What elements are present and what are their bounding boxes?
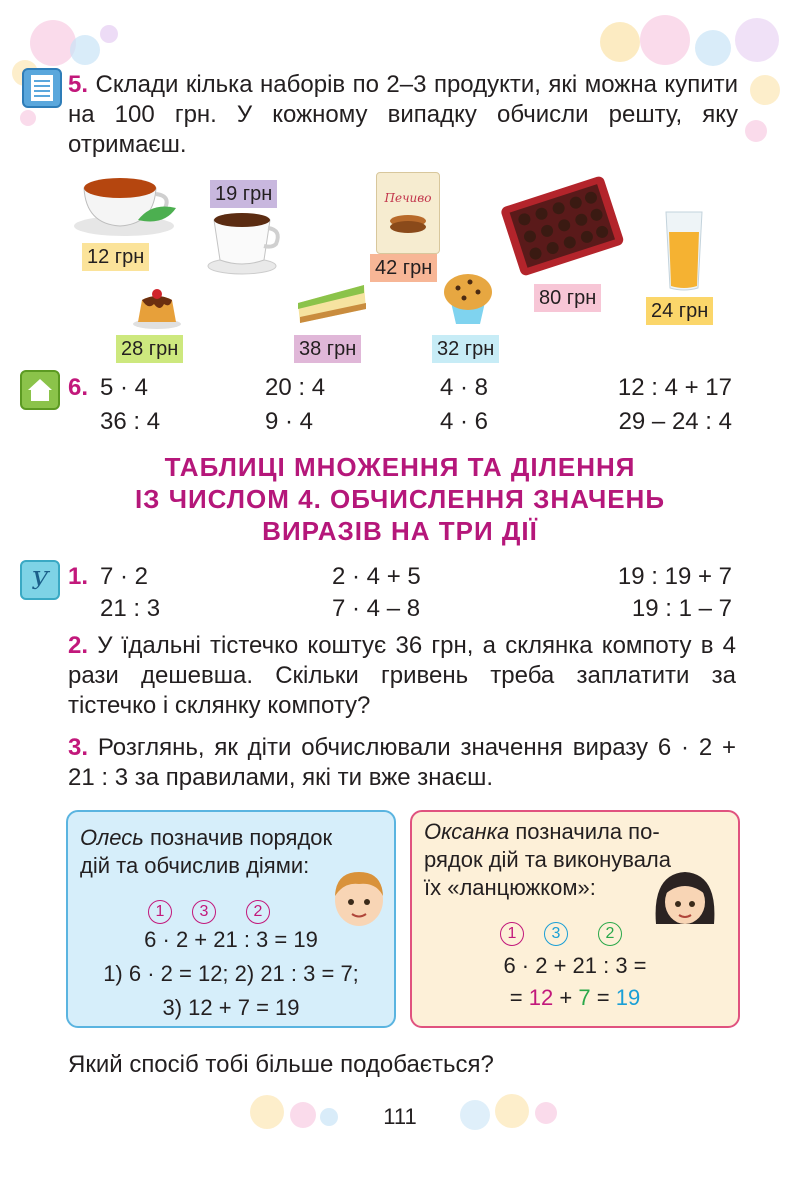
notebook-icon: [22, 68, 62, 108]
task6-expr: 29 – 24 : 4: [618, 408, 732, 435]
girl-avatar: [650, 864, 720, 935]
oksanka-chain: = 12 + 7 = 19: [509, 985, 641, 1010]
action-mark: 2: [246, 900, 270, 924]
cookie-pack-label: Печиво: [384, 191, 432, 205]
value-19: 19: [615, 985, 641, 1010]
oksanka-text-3: їх «ланцюжком»:: [424, 875, 596, 900]
task6-number: 6.: [68, 374, 89, 401]
oles-solution-box: [66, 810, 396, 1028]
cake-slice-image: [294, 275, 370, 332]
exercise1: [0, 563, 800, 627]
oksanka-name: Оксанка: [424, 819, 510, 844]
boy-avatar: [326, 864, 392, 935]
task6-expr: 12 : 4 + 17: [617, 374, 732, 401]
oksanka-text-1: позначила по-: [515, 819, 660, 844]
oksanka-solution-box: [410, 810, 740, 1028]
action-mark: 1: [500, 922, 524, 946]
ex1-expr: 7 · 2: [100, 563, 149, 590]
ex1-expr: 21 : 3: [100, 595, 161, 622]
ex1-expr: 7 · 4 – 8: [332, 595, 421, 622]
price-cookies: 42 грн: [370, 254, 437, 282]
value-12: 12: [528, 985, 554, 1010]
section-title-line-3: ВИРАЗІВ НА ТРИ ДІЇ: [262, 516, 538, 546]
juice-glass-image: [662, 210, 706, 297]
task6-expr: 20 : 4: [265, 374, 326, 401]
price-coffee: 19 грн: [210, 180, 277, 208]
task6: [0, 374, 800, 438]
action-mark: 2: [598, 922, 622, 946]
price-pudding: 28 грн: [116, 335, 183, 363]
section-title-line-2: ІЗ ЧИСЛОМ 4. ОБЧИСЛЕННЯ ЗНАЧЕНЬ: [134, 484, 666, 514]
price-tea: 12 грн: [82, 243, 149, 271]
ex1-expr: 19 : 19 + 7: [617, 563, 732, 590]
price-cake: 38 грн: [294, 335, 361, 363]
ex3-number: 3.: [68, 734, 89, 761]
price-juice: 24 грн: [646, 297, 713, 325]
tea-cup-image: [72, 168, 182, 243]
task5-body: Склади кілька наборів по 2–3 продукти, які можна купити на 100 грн. У кожному випадку обчисли решту, яку отримаєш.: [68, 71, 739, 158]
ex1-number: 1.: [68, 563, 89, 590]
oles-steps: 1) 6 · 2 = 12; 2) 21 : 3 = 7;: [103, 961, 359, 986]
chocolate-box-image: [500, 170, 624, 285]
closing-question: Який спосіб тобі більше подобається?: [68, 1051, 494, 1078]
task5-number: 5.: [68, 71, 89, 98]
page-number: 111: [383, 1104, 417, 1129]
ex2-body: У їдальні тістечко коштує 36 грн, а склянка компоту в 4 рази дешевша. Скільки гривень треба заплатити за тістечко і склянку компоту?: [68, 632, 736, 719]
exercise2-text: [68, 631, 736, 721]
task6-expr: 4 · 6: [440, 408, 489, 435]
oles-result: 3) 12 + 7 = 19: [162, 995, 300, 1020]
task6-expr: 9 · 4: [265, 408, 314, 435]
oles-action-marks: [148, 900, 288, 926]
value-7: 7: [578, 985, 591, 1010]
price-muffin: 32 грн: [432, 335, 499, 363]
task5-text: [68, 70, 738, 160]
svg-text:У: У: [31, 567, 49, 595]
muffin-image: [440, 268, 496, 331]
oles-expression: 6 · 2 + 21 : 3 = 19: [144, 927, 318, 952]
action-mark: 1: [148, 900, 172, 924]
task6-expr: 36 : 4: [100, 408, 161, 435]
oksanka-action-marks: [500, 922, 640, 948]
action-mark: 3: [544, 922, 568, 946]
action-mark: 3: [192, 900, 216, 924]
task6-expr: 4 · 8: [440, 374, 489, 401]
ex1-expr: 19 : 1 – 7: [631, 595, 732, 622]
oles-name: Олесь: [80, 825, 144, 850]
exercise3-text: [68, 733, 736, 793]
section-title-line-1: ТАБЛИЦІ МНОЖЕННЯ ТА ДІЛЕННЯ: [164, 452, 636, 482]
ex1-expr: 2 · 4 + 5: [332, 563, 421, 590]
oles-text-2: дій та обчислив діями:: [80, 853, 310, 878]
price-chocolates: 80 грн: [534, 284, 601, 312]
cookie-pack-image: [376, 172, 440, 254]
task6-expr: 5 · 4: [100, 374, 149, 401]
oksanka-text-2: рядок дій та виконувала: [424, 847, 671, 872]
ex3-body: Розглянь, як діти обчислювали значення виразу 6 · 2 + 21 : 3 за правилами, які ти вже знаєш.: [68, 734, 736, 791]
pudding-image: [130, 286, 184, 335]
oles-text-1: позначив порядок: [149, 825, 333, 850]
coffee-cup-image: [204, 208, 284, 281]
ex2-number: 2.: [68, 632, 89, 659]
oksanka-expression: 6 · 2 + 21 : 3 =: [503, 953, 647, 978]
